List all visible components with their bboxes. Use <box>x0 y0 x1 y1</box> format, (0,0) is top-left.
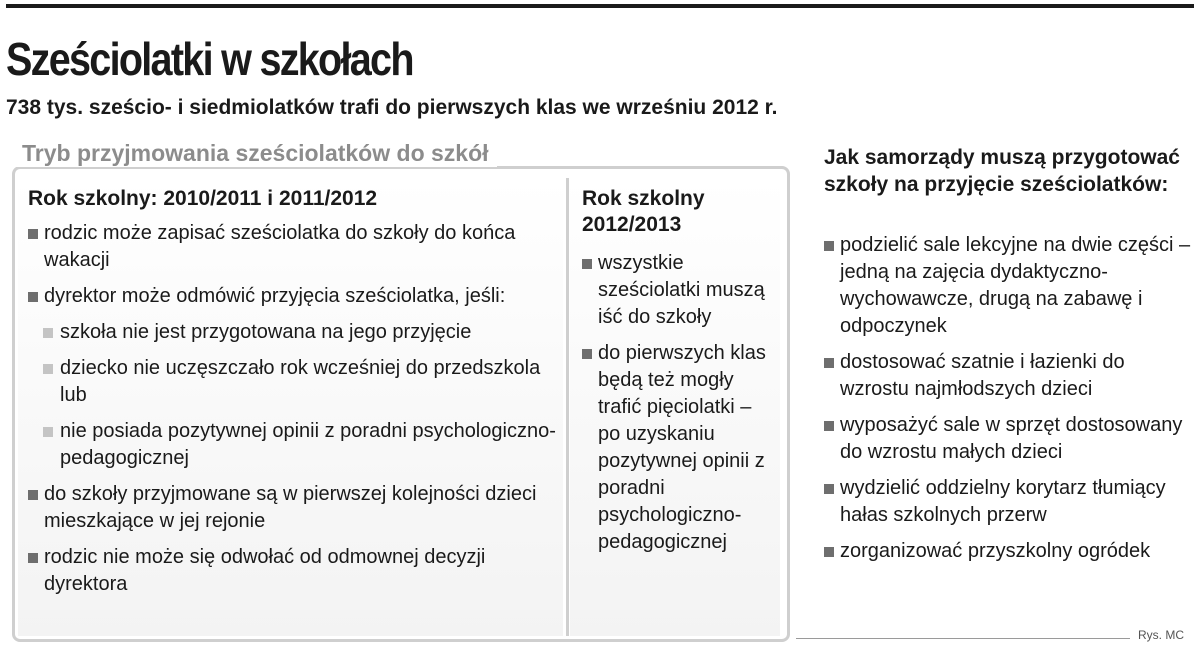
sub-list-item: nie posiada pozytywnej opinii z poradni psychologiczno-pedagogicznej <box>28 418 558 472</box>
top-rule <box>6 4 1194 8</box>
square-bullet-icon <box>28 490 38 500</box>
list-item: dostosować szatnie i łazienki do wzrostu najmłodszych dzieci <box>824 349 1194 403</box>
list-item: rodzic nie może się odwołać od odmownej decyzji dyrektora <box>28 544 558 598</box>
square-bullet-icon <box>43 427 53 437</box>
list-item: zorganizować przyszkolny ogródek <box>824 538 1194 565</box>
list-item: wyposażyć sale w sprzęt dostosowany do wzrostu małych dzieci <box>824 412 1194 466</box>
illustration-credit: Rys. MC <box>1138 628 1184 642</box>
credit-rule <box>796 638 1130 639</box>
sub-list-item: szkoła nie jest przygotowana na jego przyjęcie <box>28 319 558 346</box>
square-bullet-icon <box>824 547 834 557</box>
square-bullet-icon <box>28 229 38 239</box>
list-item: podzielić sale lekcyjne na dwie części – jedną na zajęcia dydaktyczno-wychowawcze, drugą na zabawę i odpoczynek <box>824 232 1194 340</box>
list-item: do pierwszych klas będą też mogły trafić pięciolatki – po uzyskaniu pozytywnej opinii z poradni psychologiczno-pedagogicznej <box>582 340 777 556</box>
square-bullet-icon <box>43 328 53 338</box>
square-bullet-icon <box>824 358 834 368</box>
column-a-list <box>28 220 558 607</box>
panel-label: Tryb przyjmowania sześciolatków do szkół <box>14 140 497 167</box>
list-item: rodzic może zapisać sześciolatka do szkoły do końca wakacji <box>28 220 558 274</box>
square-bullet-icon <box>824 484 834 494</box>
square-bullet-icon <box>43 364 53 374</box>
square-bullet-icon <box>582 349 592 359</box>
column-b-list <box>582 250 777 565</box>
square-bullet-icon <box>824 241 834 251</box>
requirements-list <box>824 232 1194 574</box>
list-item: dyrektor może odmówić przyjęcia sześciolatka, jeśli: <box>28 283 558 310</box>
column-a-heading: Rok szkolny: 2010/2011 i 2011/2012 <box>28 187 378 210</box>
sub-list-item: dziecko nie uczęszczało rok wcześniej do przedszkola lub <box>28 355 558 409</box>
page-title: Sześciolatki w szkołach <box>6 33 413 85</box>
square-bullet-icon <box>28 292 38 302</box>
square-bullet-icon <box>824 421 834 431</box>
page-subtitle: 738 tys. sześcio- i siedmiolatków trafi do pierwszych klas we wrześniu 2012 r. <box>6 96 778 119</box>
column-divider <box>566 178 569 636</box>
list-item: do szkoły przyjmowane są w pierwszej kolejności dzieci mieszkające w jej rejonie <box>28 481 558 535</box>
square-bullet-icon <box>28 553 38 563</box>
column-b-heading: Rok szkolny 2012/2013 <box>582 187 705 236</box>
list-item: wszystkie sześciolatki muszą iść do szkoły <box>582 250 777 331</box>
requirements-heading: Jak samorządy muszą przygotować szkoły na przyjęcie sześciolatków: <box>824 146 1180 196</box>
square-bullet-icon <box>582 259 592 269</box>
list-item: wydzielić oddzielny korytarz tłumiący hałas szkolnych przerw <box>824 475 1194 529</box>
